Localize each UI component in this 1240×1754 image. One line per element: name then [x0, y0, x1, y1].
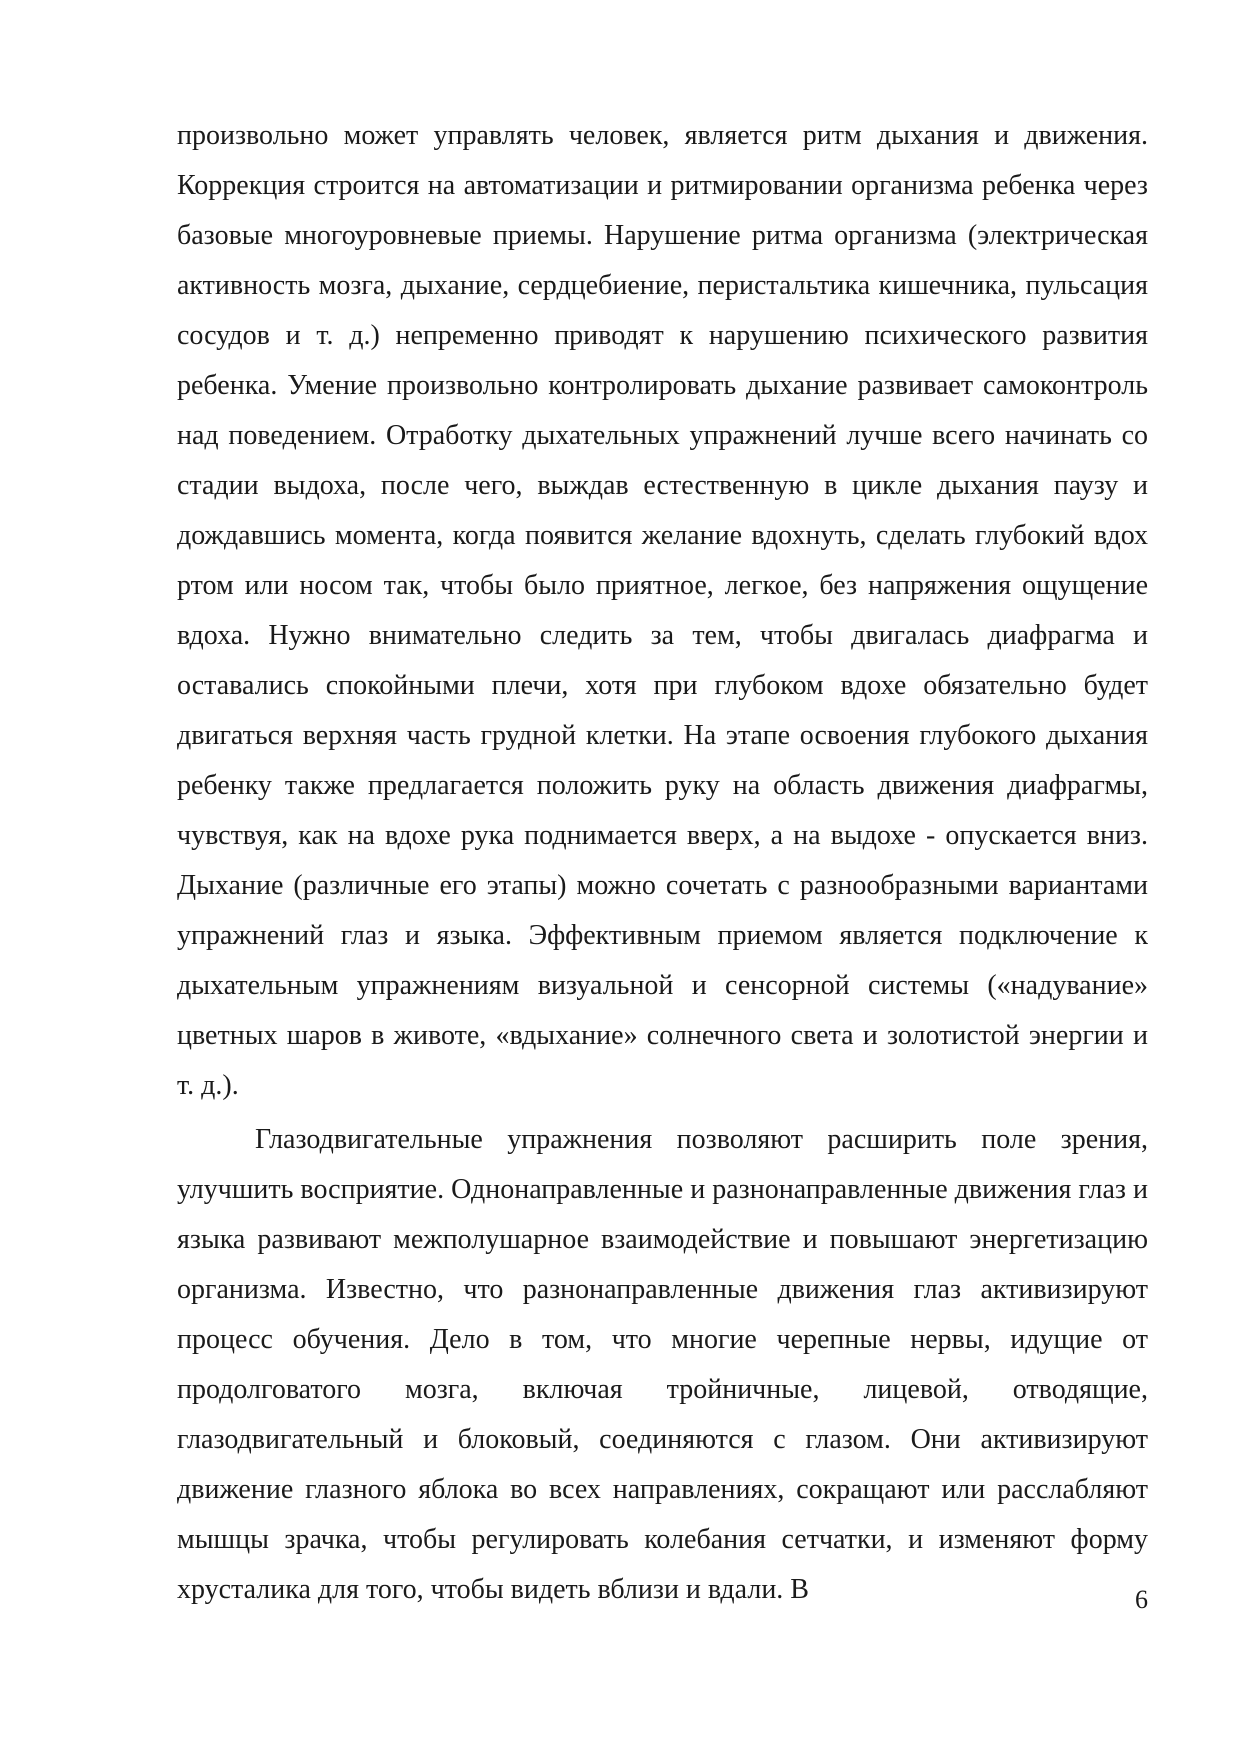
body-text: [177, 111, 1148, 1615]
paragraph-eye-exercises: Глазодвигательные упражнения позволяют расширить поле зрения, улучшить восприятие. Однонаправленные и разнонаправленные движения глаз и языка развивают межполушарное взаимодействие и повышают энергетизацию организма. Известно, что разнонаправленные движения глаз активизируют процесс обучения. Дело в том, что многие черепные нервы, идущие от продолговатого мозга, включая тройничные, лицевой, отводящие, глазодвигательный и блоковый, соединяются с глазом. Они активизируют движение глазного яблока во всех направлениях, сокращают или расслабляют мышцы зрачка, чтобы регулировать колебания сетчатки, и изменяют форму хрусталика для того, чтобы видеть вблизи и вдали. В: [177, 1124, 1148, 1605]
paragraph-continuation: произвольно может управлять человек, является ритм дыхания и движения. Коррекция строится на автоматизации и ритмировании организма ребенка через базовые многоуровневые приемы. Нарушение ритма организма (электрическая активность мозга, дыхание, сердцебиение, перистальтика кишечника, пульсация сосудов и т. д.) непременно приводят к нарушению психического развития ребенка. Умение произвольно контролировать дыхание развивает самоконтроль над поведением. Отработку дыхательных упражнений лучше всего начинать со стадии выдоха, после чего, выждав естественную в цикле дыхания паузу и дождавшись момента, когда появится желание вдохнуть, сделать глубокий вдох ртом или носом так, чтобы было приятное, легкое, без напряжения ощущение вдоха. Нужно внимательно следить за тем, чтобы двигалась диафрагма и оставались спокойными плечи, хотя при глубоком вдохе обязательно будет двигаться верхняя часть грудной клетки. На этапе освоения глубокого дыхания ребенку также предлагается положить руку на область движения диафрагмы, чувствуя, как на вдохе рука поднимается вверх, а на выдохе - опускается вниз. Дыхание (различные его этапы) можно сочетать с разнообразными вариантами упражнений глаз и языка. Эффективным приемом является подключение к дыхательным упражнениям визуальной и сенсорной системы («надувание» цветных шаров в животе, «вдыхание» солнечного света и золотистой энергии и т. д.).: [177, 120, 1148, 1101]
page-number: 6: [1135, 1585, 1148, 1614]
